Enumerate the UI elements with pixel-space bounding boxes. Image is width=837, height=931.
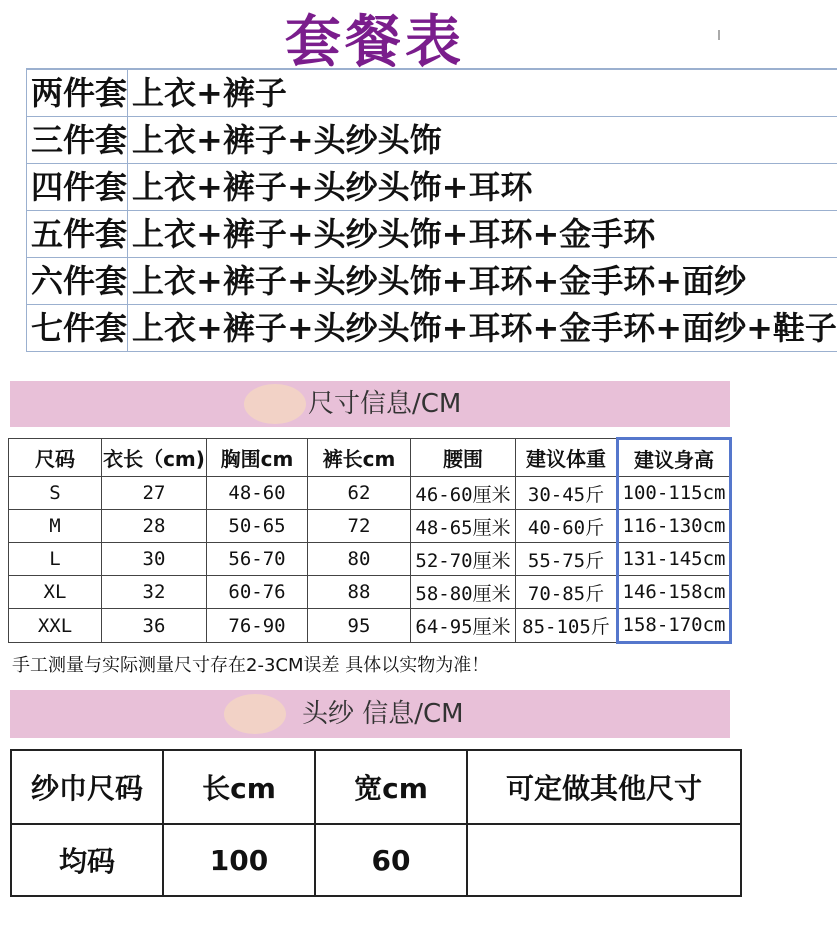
veil-header-cell: 宽cm <box>315 750 467 824</box>
decorative-blob <box>244 384 306 424</box>
size-cell: 50-65 <box>207 510 308 543</box>
size-row <box>9 510 731 543</box>
veil-header-cell: 可定做其他尺寸 <box>467 750 741 824</box>
size-header-cell: 尺码 <box>9 439 102 477</box>
size-cell: 32 <box>102 576 207 609</box>
package-name: 七件套 <box>27 305 128 352</box>
size-header-cell: 胸围cm <box>207 439 308 477</box>
size-cell: 80 <box>308 543 411 576</box>
size-cell: 48-65厘米 <box>411 510 516 543</box>
package-items: 上衣+裤子+头纱头饰+耳环+金手环+面纱+鞋子 <box>128 305 837 352</box>
size-cell: 146-158cm <box>618 576 731 609</box>
size-cell: 62 <box>308 477 411 510</box>
size-cell: M <box>9 510 102 543</box>
size-cell: 27 <box>102 477 207 510</box>
size-cell: 55-75斤 <box>516 543 618 576</box>
size-cell: 46-60厘米 <box>411 477 516 510</box>
size-cell: 48-60 <box>207 477 308 510</box>
size-cell: 60-76 <box>207 576 308 609</box>
size-cell: 95 <box>308 609 411 643</box>
size-cell: 100-115cm <box>618 477 731 510</box>
size-cell: 64-95厘米 <box>411 609 516 643</box>
package-row <box>27 258 837 305</box>
package-row <box>27 117 837 164</box>
package-row <box>27 211 837 258</box>
size-info-banner <box>10 381 730 427</box>
package-row <box>27 69 837 117</box>
veil-table <box>10 749 742 897</box>
size-row <box>9 543 731 576</box>
decorative-tick <box>718 30 720 40</box>
size-cell: 30 <box>102 543 207 576</box>
size-header-cell: 建议体重 <box>516 439 618 477</box>
size-row <box>9 609 731 643</box>
size-cell: 72 <box>308 510 411 543</box>
veil-header-cell: 长cm <box>163 750 315 824</box>
size-cell: S <box>9 477 102 510</box>
size-cell: 70-85斤 <box>516 576 618 609</box>
veil-cell: 100 <box>163 824 315 896</box>
package-name: 三件套 <box>27 117 128 164</box>
size-cell: 40-60斤 <box>516 510 618 543</box>
package-name: 五件套 <box>27 211 128 258</box>
size-cell: 88 <box>308 576 411 609</box>
size-cell: 76-90 <box>207 609 308 643</box>
veil-row <box>11 824 741 896</box>
size-cell: XXL <box>9 609 102 643</box>
package-name: 两件套 <box>27 69 128 117</box>
measurement-note: 手工测量与实际测量尺寸存在2-3CM误差 具体以实物为准！ <box>12 655 490 676</box>
veil-info-heading: 头纱 信息/CM <box>302 699 464 729</box>
size-cell: 30-45斤 <box>516 477 618 510</box>
size-info-heading: 尺寸信息/CM <box>308 389 462 419</box>
size-cell: 131-145cm <box>618 543 731 576</box>
size-header-cell: 建议身高 <box>618 439 731 477</box>
size-header-cell: 腰围 <box>411 439 516 477</box>
veil-header-row <box>11 750 741 824</box>
page-title: 套餐表 <box>285 10 465 75</box>
size-cell: 158-170cm <box>618 609 731 643</box>
package-row <box>27 305 837 352</box>
package-row <box>27 164 837 211</box>
size-cell: 36 <box>102 609 207 643</box>
size-cell: 85-105斤 <box>516 609 618 643</box>
veil-cell: 60 <box>315 824 467 896</box>
size-cell: L <box>9 543 102 576</box>
size-cell: 58-80厘米 <box>411 576 516 609</box>
package-name: 六件套 <box>27 258 128 305</box>
package-items: 上衣+裤子+头纱头饰+耳环+金手环+面纱 <box>128 258 837 305</box>
size-row <box>9 576 731 609</box>
package-items: 上衣+裤子 <box>128 69 837 117</box>
size-header-cell: 裤长cm <box>308 439 411 477</box>
size-cell: XL <box>9 576 102 609</box>
size-cell: 28 <box>102 510 207 543</box>
size-cell: 116-130cm <box>618 510 731 543</box>
veil-info-banner <box>10 690 730 738</box>
package-items: 上衣+裤子+头纱头饰 <box>128 117 837 164</box>
package-name: 四件套 <box>27 164 128 211</box>
veil-header-cell: 纱巾尺码 <box>11 750 163 824</box>
veil-cell: 均码 <box>11 824 163 896</box>
size-cell: 52-70厘米 <box>411 543 516 576</box>
decorative-blob <box>224 694 286 734</box>
package-items: 上衣+裤子+头纱头饰+耳环 <box>128 164 837 211</box>
size-header-cell: 衣长（cm) <box>102 439 207 477</box>
package-items: 上衣+裤子+头纱头饰+耳环+金手环 <box>128 211 837 258</box>
veil-cell <box>467 824 741 896</box>
package-table <box>26 68 837 352</box>
size-row <box>9 477 731 510</box>
size-cell: 56-70 <box>207 543 308 576</box>
size-table <box>8 437 732 644</box>
size-header-row <box>9 439 731 477</box>
